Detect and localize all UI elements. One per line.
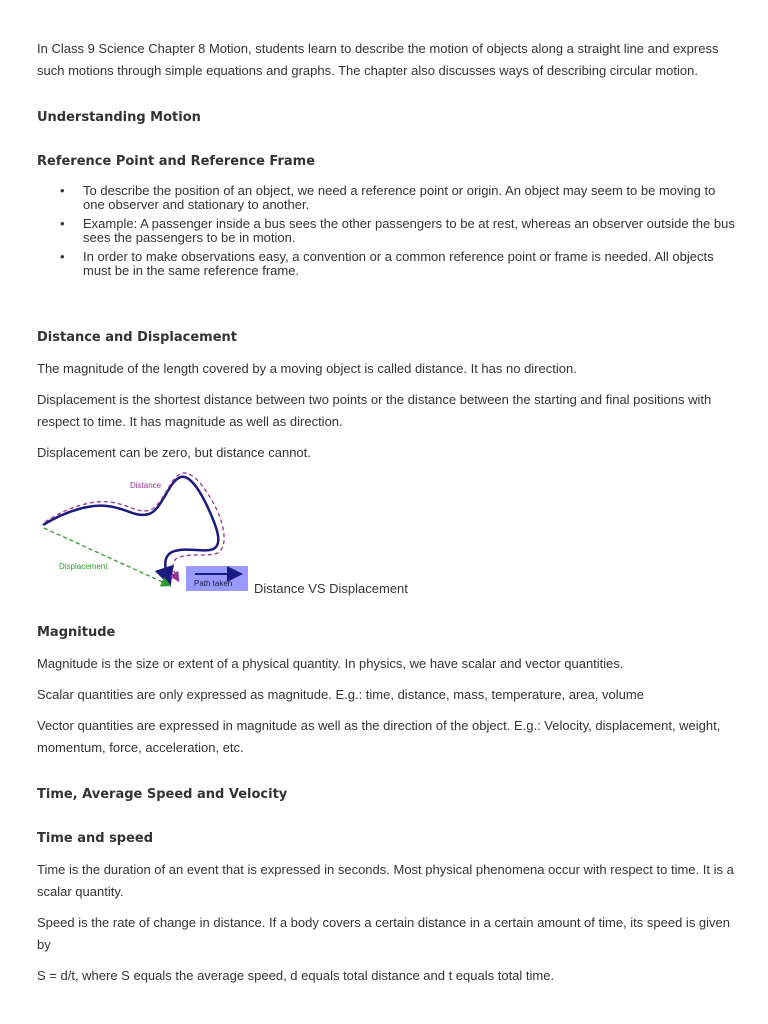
list-item [37, 217, 737, 245]
displacement-dashed-line [44, 528, 169, 585]
bullet-text: Example: A passenger inside a bus sees the other passengers to be at rest, whereas an observer outside the bus sees the passengers to be in motion. [83, 216, 735, 245]
displacement-note: Displacement can be zero, but distance cannot. [37, 445, 311, 460]
speed-formula: S = d/t, where S equals the average speed, d equals total distance and t equals total time. [37, 968, 555, 983]
heading-magnitude: Magnitude [37, 625, 116, 640]
displacement-label: Displacement [59, 562, 108, 571]
magnitude-definition: Magnitude is the size or extent of a physical quantity. In physics, we have scalar and vector quantities. [37, 656, 624, 671]
list-item [37, 250, 737, 278]
vector-quantities: Vector quantities are expressed in magnitude as well as the direction of the object. E.g.: Velocity, displacement, weight, momentum, force, acceleration, etc. [37, 718, 721, 755]
bullet-text: To describe the position of an object, we need a reference point or origin. An object may seem to be moving to one observer and stationary to another. [83, 183, 716, 212]
figure-caption: Distance VS Displacement [254, 581, 408, 596]
heading-understanding-motion: Understanding Motion [37, 110, 201, 125]
bullet-icon: • [60, 249, 65, 264]
intro-paragraph: In Class 9 Science Chapter 8 Motion, students learn to describe the motion of objects along a straight line and express such motions through simple equations and graphs. The chapter also discusses ways of describing circular motion. [37, 41, 719, 78]
time-definition: Time is the duration of an event that is expressed in seconds. Most physical phenomena occur with respect to time. It is a scalar quantity. [37, 862, 734, 899]
speed-definition: Speed is the rate of change in distance. If a body covers a certain distance in a certain amount of time, its speed is given by [37, 915, 731, 952]
reference-bullet-list [37, 184, 737, 283]
bullet-icon: • [60, 216, 65, 231]
scalar-quantities: Scalar quantities are only expressed as magnitude. E.g.: time, distance, mass, temperature, area, volume [37, 687, 644, 702]
heading-time-speed-velocity: Time, Average Speed and Velocity [37, 787, 288, 802]
distance-displacement-diagram [37, 470, 252, 595]
bullet-icon: • [60, 183, 65, 198]
heading-time-and-speed: Time and speed [37, 831, 154, 846]
list-item [37, 184, 737, 212]
path-taken-label: Path taken [194, 579, 233, 588]
bullet-text: In order to make observations easy, a convention or a common reference point or frame is needed. All objects must be in the same reference frame. [83, 249, 714, 278]
distance-label: Distance [130, 481, 162, 490]
distance-definition: The magnitude of the length covered by a moving object is called distance. It has no direction. [37, 361, 577, 376]
heading-distance-displacement: Distance and Displacement [37, 330, 238, 345]
heading-reference-point: Reference Point and Reference Frame [37, 154, 316, 169]
displacement-definition: Displacement is the shortest distance between two points or the distance between the starting and final positions with respect to time. It has magnitude as well as direction. [37, 392, 712, 429]
